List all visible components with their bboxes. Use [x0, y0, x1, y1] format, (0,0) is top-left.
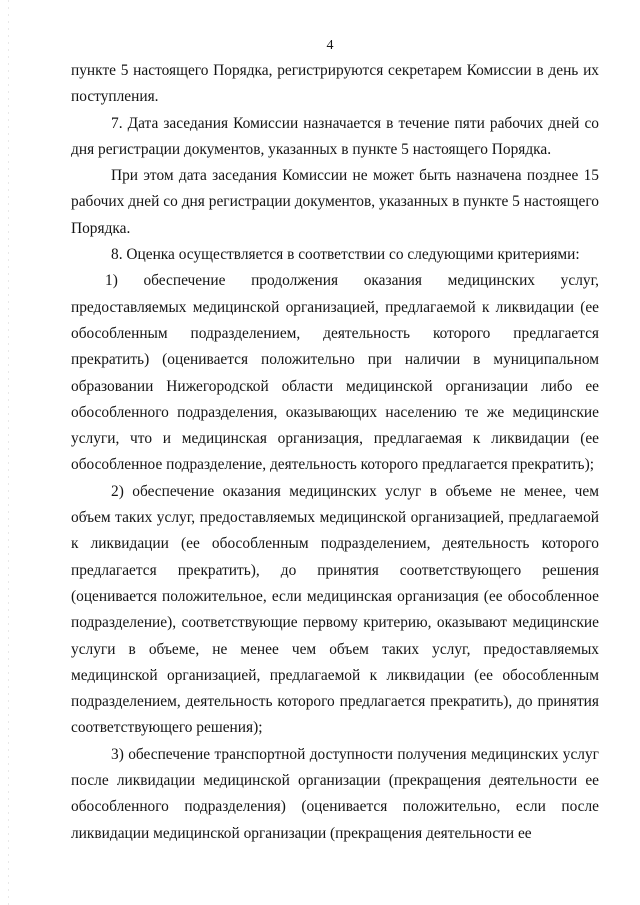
paragraph-continuation: пункте 5 настоящего Порядка, регистрируются секретарем Комиссии в день их поступления. — [71, 62, 599, 106]
criterion-1: 1) обеспечение продолжения оказания медицинских услуг, предоставляемых медицинской организацией, предлагаемой к ликвидации (ее обособленным подразделением, деятельность которого предлагается прекратить) (оценивается положительно при наличии в муниципальном образовании Нижегородской области медицинской организации либо ее обособленного подразделения, оказывающих населению те же медицинские услуги, что и медицинская организация, предлагаемая к ликвидации (ее обособленное подразделение, деятельность которого предлагается прекратить); — [71, 272, 599, 474]
page-number: 4 — [326, 38, 334, 53]
paragraph-item-7: 7. Дата заседания Комиссии назначается в течение пяти рабочих дней со дня регистрации документов, указанных в пункте 5 настоящего Порядка. — [71, 114, 599, 158]
paragraph-item-8: 8. Оценка осуществляется в соответствии со следующими критериями: — [111, 246, 580, 264]
scan-edge-artifact — [8, 0, 9, 905]
document-body — [71, 58, 599, 847]
paragraph-item-7-note: При этом дата заседания Комиссии не может быть назначена позднее 15 рабочих дней со дня регистрации документов, указанных в пункте 5 настоящего Порядка. — [71, 167, 599, 237]
criterion-3: 3) обеспечение транспортной доступности получения медицинских услуг после ликвидации медицинской организации (прекращения деятельности ее обособленного подразделения) (оценивается положительно, если после ликвидации медицинской организации (прекращения деятельности ее — [71, 745, 599, 842]
criterion-2: 2) обеспечение оказания медицинских услуг в объеме не менее, чем объем таких услуг, предоставляемых медицинской организацией, предлагаемой к ликвидации (ее обособленным подразделением, деятельность которого предлагается прекратить), до принятия соответствующего решения (оценивается положительное, если медицинская организация (ее обособленное подразделение), соответствующие первому критерию, оказывают медицинские услуги в объеме, не менее чем объем таких услуг, предоставляемых медицинской организацией, предлагаемой к ликвидации (ее обособленным подразделением, деятельность которого предлагается прекратить), до принятия соответствующего решения); — [71, 482, 599, 737]
